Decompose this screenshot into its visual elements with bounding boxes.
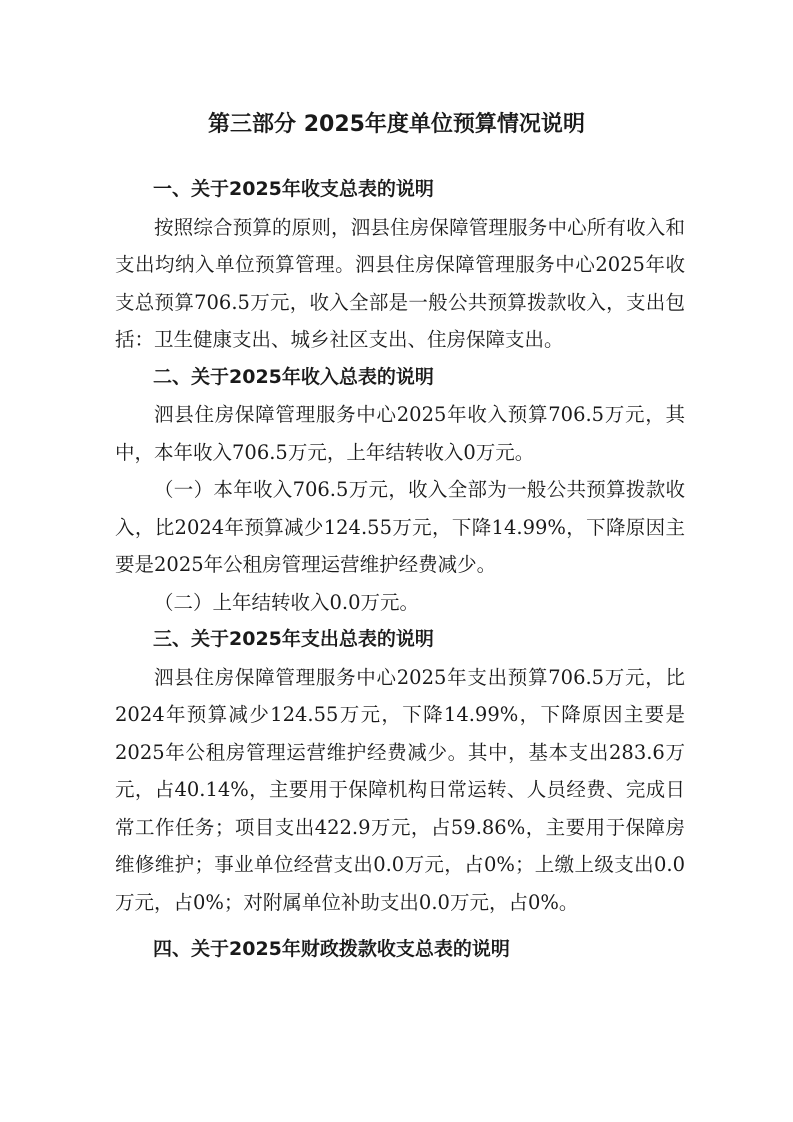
document-body [115, 171, 685, 969]
section-2-paragraph-2: （一）本年收入706.5万元，收入全部为一般公共预算拨款收入，比2024年预算减少124.55万元，下降14.99%，下降原因主要是2025年公租房管理运营维护经费减少。 [115, 478, 685, 576]
section-2-paragraph-3: （二）上年结转收入0.0万元。 [154, 590, 420, 614]
section-1-paragraph-1: 按照综合预算的原则，泗县住房保障管理服务中心所有收入和支出均纳入单位预算管理。泗县住房保障管理服务中心2025年收支总预算706.5万元，收入全部是一般公共预算拨款收入，支出包括：卫生健康支出、城乡社区支出、住房保障支出。 [115, 215, 685, 351]
section-heading-3: 三、关于2025年支出总表的说明 [153, 628, 434, 650]
section-2-paragraph-1: 泗县住房保障管理服务中心2025年收入预算706.5万元，其中，本年收入706.5万元，上年结转收入0万元。 [115, 403, 685, 464]
section-heading-4: 四、关于2025年财政拨款收支总表的说明 [153, 938, 510, 960]
section-heading-2: 二、关于2025年收入总表的说明 [153, 365, 434, 388]
section-3-paragraph-1: 泗县住房保障管理服务中心2025年支出预算706.5万元，比2024年预算减少124.55万元，下降14.99%，下降原因主要是2025年公租房管理运营维护经费减少。其中，基本支出283.6万元，占40.14%，主要用于保障机构日常运转、人员经费、完成日常工作任务；项目支出422.9万元，占59.86%，主要用于保障房维修维护；事业单位经营支出0.0万元，占0%；上缴上级支出0.0万元，占0%；对附属单位补助支出0.0万元，占0%。 [115, 665, 685, 914]
document-title: 第三部分 2025年度单位预算情况说明 [208, 112, 585, 137]
section-heading-1: 一、关于2025年收支总表的说明 [153, 178, 434, 200]
